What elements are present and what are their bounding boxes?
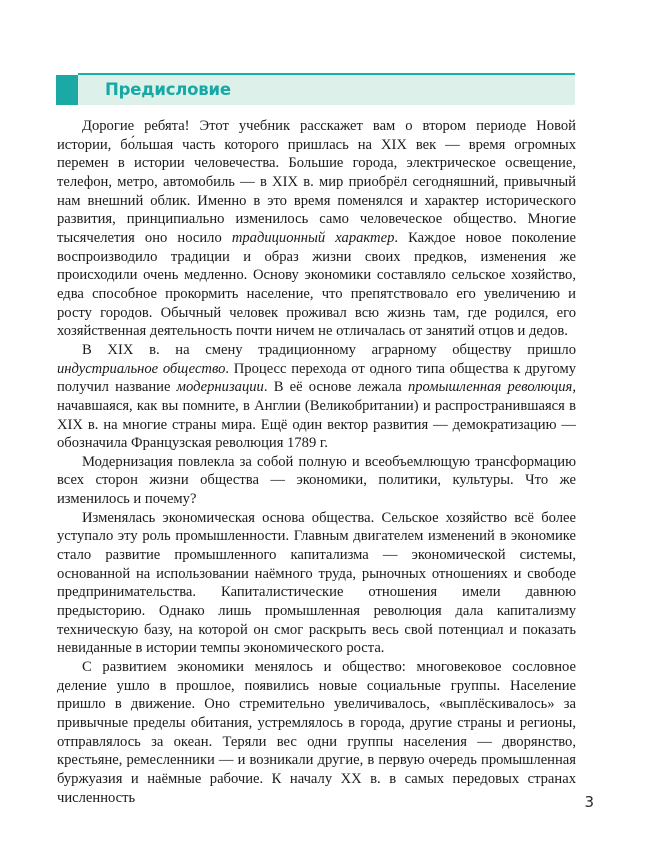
- paragraph: [57, 509, 576, 658]
- text-run: Модернизация повлекла за собой полную и всеобъемлющую трансформацию всех сторон жизни общества — экономики, политики, культуры. Что же изменилось и почему?: [57, 453, 576, 508]
- text-run: С развитием экономики менялось и общество: многовековое сословное деление ушло в прошлое, появились новые социальные группы. Население пришло в движение. Оно стремительно увеличивалось, «выплёскивалось» за привычные пределы обитания, устремлялось в города, другие страны и регионы, отправлялось за океан. Теряли вес одни группы населения — дворянство, крестьяне, ремесленники — и возникали другие, в первую очередь промышленная буржуазия и наёмные рабочие. К началу XX в. в самых передовых странах численность: [57, 659, 576, 806]
- text-run: . Процесс перехода от одного типа общества к другому получил название: [57, 360, 577, 396]
- text-run: . В её основе лежала: [263, 379, 408, 396]
- header-band: [78, 75, 575, 105]
- text-run: Дорогие ребята! Этот учебник расскажет вам о втором периоде Новой истории, бо́льшая часть которого пришлась на XIX век — время огромных перемен в истории человечества. Большие города, электрическое освещение, телефон, метро, автомобиль — в XIX в. мир приобрёл сегодняшний, привычный нам внешний облик. Именно в это время поменялся и характер исторического развития, принципиально изменилось само человеческое общество. Многие тысячелетия оно носило: [57, 118, 576, 246]
- page-number: 3: [584, 793, 594, 811]
- body-text: [57, 117, 576, 807]
- paragraph: [57, 117, 576, 341]
- section-header: [56, 75, 575, 105]
- emphasis-term: промышленная революция: [407, 379, 573, 396]
- paragraph: [57, 453, 576, 509]
- text-run: . Каждое новое поколение воспроизводило традиции и образ жизни своих предков, изменения же происходили очень медленно. Основу экономики составляло сельское хозяйство, едва способное прокормить население, что препятствовало его увеличению и росту городов. Обычный человек проживал всю жизнь там, где родился, его хозяйственная деятельность почти ничем не отличалась от занятий отцов и дедов.: [57, 229, 576, 340]
- emphasis-term: модернизации: [176, 379, 264, 396]
- header-top-rule: [78, 73, 575, 75]
- text-run: , начавшаяся, как вы помните, в Англии (Великобритании) и распространившаяся в XIX в. на многие страны мира. Ещё один вектор развития — демократизацию — обозначила Французская революция 1789 г.: [57, 379, 576, 452]
- emphasis-term: индустриальное общество: [57, 360, 226, 377]
- emphasis-term: традиционный характер: [231, 229, 395, 246]
- text-run: В XIX в. на смену традиционному аграрному обществу пришло: [82, 341, 576, 358]
- header-color-swatch: [56, 75, 78, 105]
- text-run: Изменялась экономическая основа общества. Сельское хозяйство всё более уступало эту роль промышленности. Главным двигателем изменений в экономике стало развитие промышленного капитализма — экономической системы, основанной на использовании наёмного труда, рыночных отношениях и свободе предпринимательства. Капиталистические отношения имели давнюю предысторию. Однако лишь промышленная революция дала капитализму техническую базу, на которой он смог раскрыть весь свой потенциал и показать невиданные в истории темпы экономического роста.: [57, 509, 576, 657]
- section-title: Предисловие: [105, 79, 231, 99]
- paragraph: [57, 658, 576, 807]
- paragraph: [57, 341, 576, 453]
